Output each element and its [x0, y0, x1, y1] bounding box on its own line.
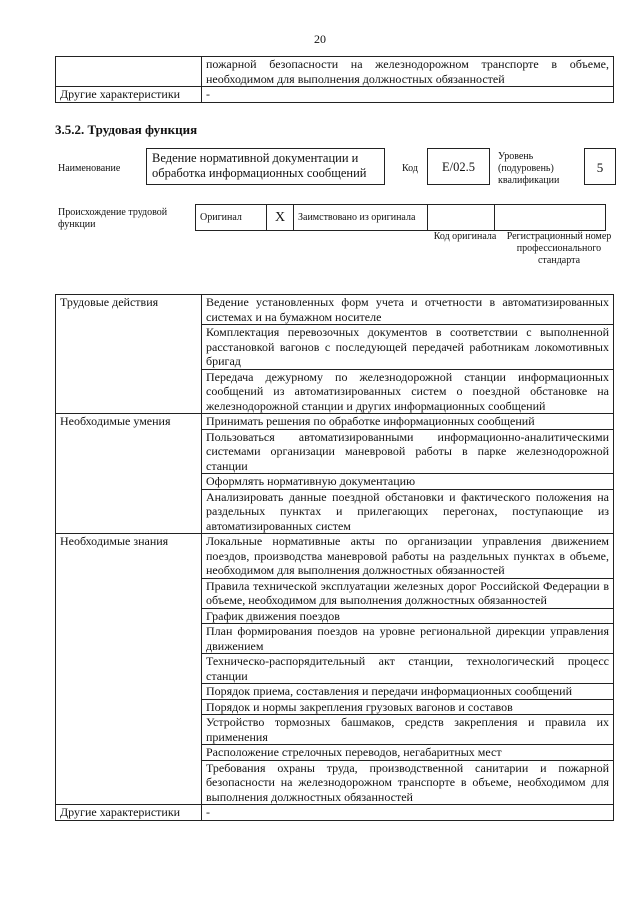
code-label: Код [402, 163, 418, 174]
origin-label: Происхождение трудовой функции [58, 207, 168, 230]
row-item: Техническо-распорядительный акт станции, технологический процесс станции [202, 654, 614, 684]
row-item: План формирования поездов на уровне региональной дирекции управления движением [202, 624, 614, 654]
origin-code-caption: Код оригинала [433, 231, 497, 242]
row-item: Принимать решения по обработке информационных сообщений [202, 414, 614, 430]
row-label: Необходимые знания [56, 534, 202, 805]
function-code: E/02.5 [427, 148, 490, 185]
row-item: Комплектация перевозочных документов в соответствии с выполненной расстановкой вагонов с последующей передачей работникам локомотивных бригад [202, 325, 614, 370]
row-item: Передача дежурному по железнодорожной станции информационных сообщений из автоматизированных систем о поездной обстановке на железнодорожной станции и других информационных сообщений [202, 369, 614, 414]
origin-reg-caption: Регистрационный номер профессионального стандарта [506, 231, 612, 266]
original-mark: X [267, 205, 294, 231]
level-value: 5 [584, 148, 616, 185]
borrowed-label: Заимствовано из оригинала [294, 205, 428, 231]
row-item: Расположение стрелочных переводов, негабаритных мест [202, 745, 614, 761]
row-item: Правила технической эксплуатации железных дорог Российской Федерации в объеме, необходимом для выполнения должностных обязанностей [202, 578, 614, 608]
original-label: Оригинал [196, 205, 267, 231]
row-item: Порядок приема, составления и передачи информационных сообщений [202, 684, 614, 700]
row-item: Анализировать данные поездной обстановки и фактического положения на раздельных пунктах и прилегающих перегонах, поступающие из автоматизированных систем [202, 489, 614, 534]
table-row [56, 414, 614, 430]
table-row [56, 534, 614, 579]
table-row [56, 295, 614, 325]
origin-code-cell [428, 205, 495, 231]
continuation-empty-cell [56, 57, 202, 87]
row-item: Оформлять нормативную документацию [202, 474, 614, 490]
table-row [56, 805, 614, 821]
continuation-table [55, 56, 614, 103]
row-item: Порядок и нормы закрепления грузовых вагонов и составов [202, 699, 614, 715]
row-label: Необходимые умения [56, 414, 202, 534]
row-label: Другие характеристики [56, 805, 202, 821]
row-item: Требования охраны труда, производственной санитарии и пожарной безопасности на железнодорожном транспорте в объеме, необходимом для выполнения должностных обязанностей [202, 760, 614, 805]
continuation-other-label: Другие характеристики [56, 87, 202, 103]
name-label: Наименование [58, 163, 121, 174]
row-item: График движения поездов [202, 608, 614, 624]
origin-table [195, 204, 606, 231]
level-label: Уровень (подуровень) квалификации [498, 151, 560, 186]
row-item: Устройство тормозных башмаков, средств закрепления и правила их применения [202, 715, 614, 745]
continuation-text: пожарной безопасности на железнодорожном транспорте в объеме, необходимом для выполнения должностных обязанностей [202, 57, 614, 87]
row-item: - [202, 805, 614, 821]
row-label: Трудовые действия [56, 295, 202, 414]
origin-reg-cell [495, 205, 606, 231]
page-number: 20 [314, 32, 326, 46]
function-table [55, 294, 614, 821]
row-item: Ведение установленных форм учета и отчетности в автоматизированных системах и на бумажном носителе [202, 295, 614, 325]
continuation-other-value: - [202, 87, 614, 103]
row-item: Пользоваться автоматизированными информационно-аналитическими системами организации маневровой работы в парке железнодорожной станции [202, 429, 614, 474]
row-item: Локальные нормативные акты по организации управления движением поездов, производства маневровой работы на раздельных пунктах в объеме, необходимом для выполнения должностных обязанностей [202, 534, 614, 579]
section-title: 3.5.2. Трудовая функция [55, 122, 198, 137]
function-name: Ведение нормативной документации и обработка информационных сообщений [146, 148, 385, 185]
